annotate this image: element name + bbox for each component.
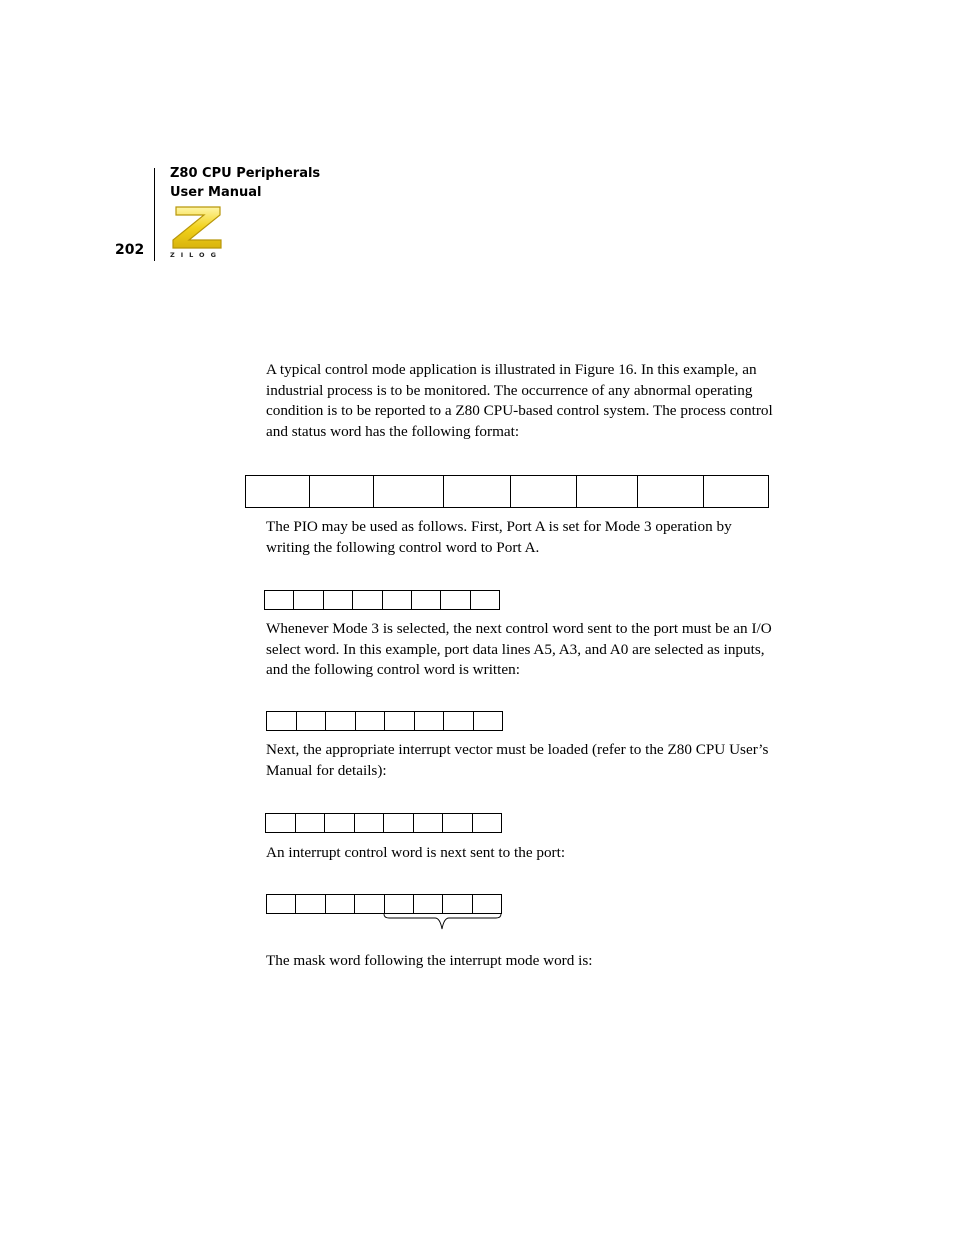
register-interrupt-control-word <box>266 894 502 914</box>
register-bit-cell <box>413 814 443 832</box>
register-bit-cell <box>473 712 503 730</box>
register-interrupt-vector <box>265 813 502 833</box>
register-bit-cell <box>413 895 442 913</box>
document-title-line2: User Manual <box>170 185 262 200</box>
register-cell <box>443 476 510 507</box>
register-bit-cell <box>296 712 326 730</box>
register-bit-cell <box>443 712 473 730</box>
register-bit-cell <box>352 591 381 609</box>
document-title-line1: Z80 CPU Peripherals <box>170 166 321 181</box>
register-bit-cell <box>266 814 295 832</box>
register-bit-cell <box>293 591 322 609</box>
register-bit-cell <box>442 895 471 913</box>
register-bit-cell <box>355 712 385 730</box>
header-divider <box>154 168 155 261</box>
register-bit-cell <box>267 712 296 730</box>
register-bit-cell <box>442 814 472 832</box>
register-bit-cell <box>382 591 411 609</box>
register-bit-cell <box>324 814 354 832</box>
paragraph-interrupt-vector: Next, the appropriate interrupt vector must be loaded (refer to the Z80 CPU User’s Manual for details): <box>266 741 769 779</box>
register-bit-cell <box>325 712 355 730</box>
logo-brand-text: ZILOG <box>170 251 222 259</box>
paragraph-interrupt-control: An interrupt control word is next sent to the port: <box>266 844 566 861</box>
register-bit-cell <box>384 712 414 730</box>
register-bit-cell <box>470 591 499 609</box>
register-bit-cell <box>267 895 295 913</box>
register-bit-cell <box>383 814 413 832</box>
register-io-select-word <box>266 711 503 731</box>
register-bit-cell <box>354 814 384 832</box>
register-bit-cell <box>440 591 469 609</box>
register-bit-cell <box>472 814 502 832</box>
paragraph-control-mode-intro: A typical control mode application is illustrated in Figure 16. In this example, an industrial process is to be monitored. The occurrence of any abnormal operating condition is to be reported to a Z80 CPU-based control system. The process control and status word has the following format: <box>266 361 773 440</box>
register-bit-cell <box>323 591 352 609</box>
register-cell <box>373 476 443 507</box>
register-bit-cell <box>325 895 354 913</box>
register-bit-cell <box>265 591 293 609</box>
register-cell <box>309 476 373 507</box>
register-bit-cell <box>414 712 444 730</box>
register-cell <box>576 476 637 507</box>
paragraph-mask-word: The mask word following the interrupt mode word is: <box>266 952 593 969</box>
register-cell <box>637 476 703 507</box>
register-status-word <box>245 475 769 508</box>
register-cell <box>246 476 309 507</box>
page-number: 202 <box>115 242 145 258</box>
register-bit-cell <box>295 814 325 832</box>
register-bit-cell <box>472 895 501 913</box>
zilog-z-icon <box>170 204 224 250</box>
register-bit-cell <box>384 895 413 913</box>
register-bit-cell <box>411 591 440 609</box>
paragraph-mode3-setup: The PIO may be used as follows. First, Port A is set for Mode 3 operation by writing the following control word to Port A. <box>266 518 732 556</box>
paragraph-io-select: Whenever Mode 3 is selected, the next control word sent to the port must be an I/O select word. In this example, port data lines A5, A3, and A0 are selected as inputs, and the following control word is written: <box>266 620 772 679</box>
bit-group-brace <box>383 913 503 933</box>
zilog-logo <box>170 204 224 262</box>
register-cell <box>510 476 576 507</box>
register-bit-cell <box>354 895 383 913</box>
register-bit-cell <box>295 895 324 913</box>
document-title <box>170 164 320 202</box>
register-cell <box>703 476 768 507</box>
register-mode-control-word <box>264 590 500 610</box>
